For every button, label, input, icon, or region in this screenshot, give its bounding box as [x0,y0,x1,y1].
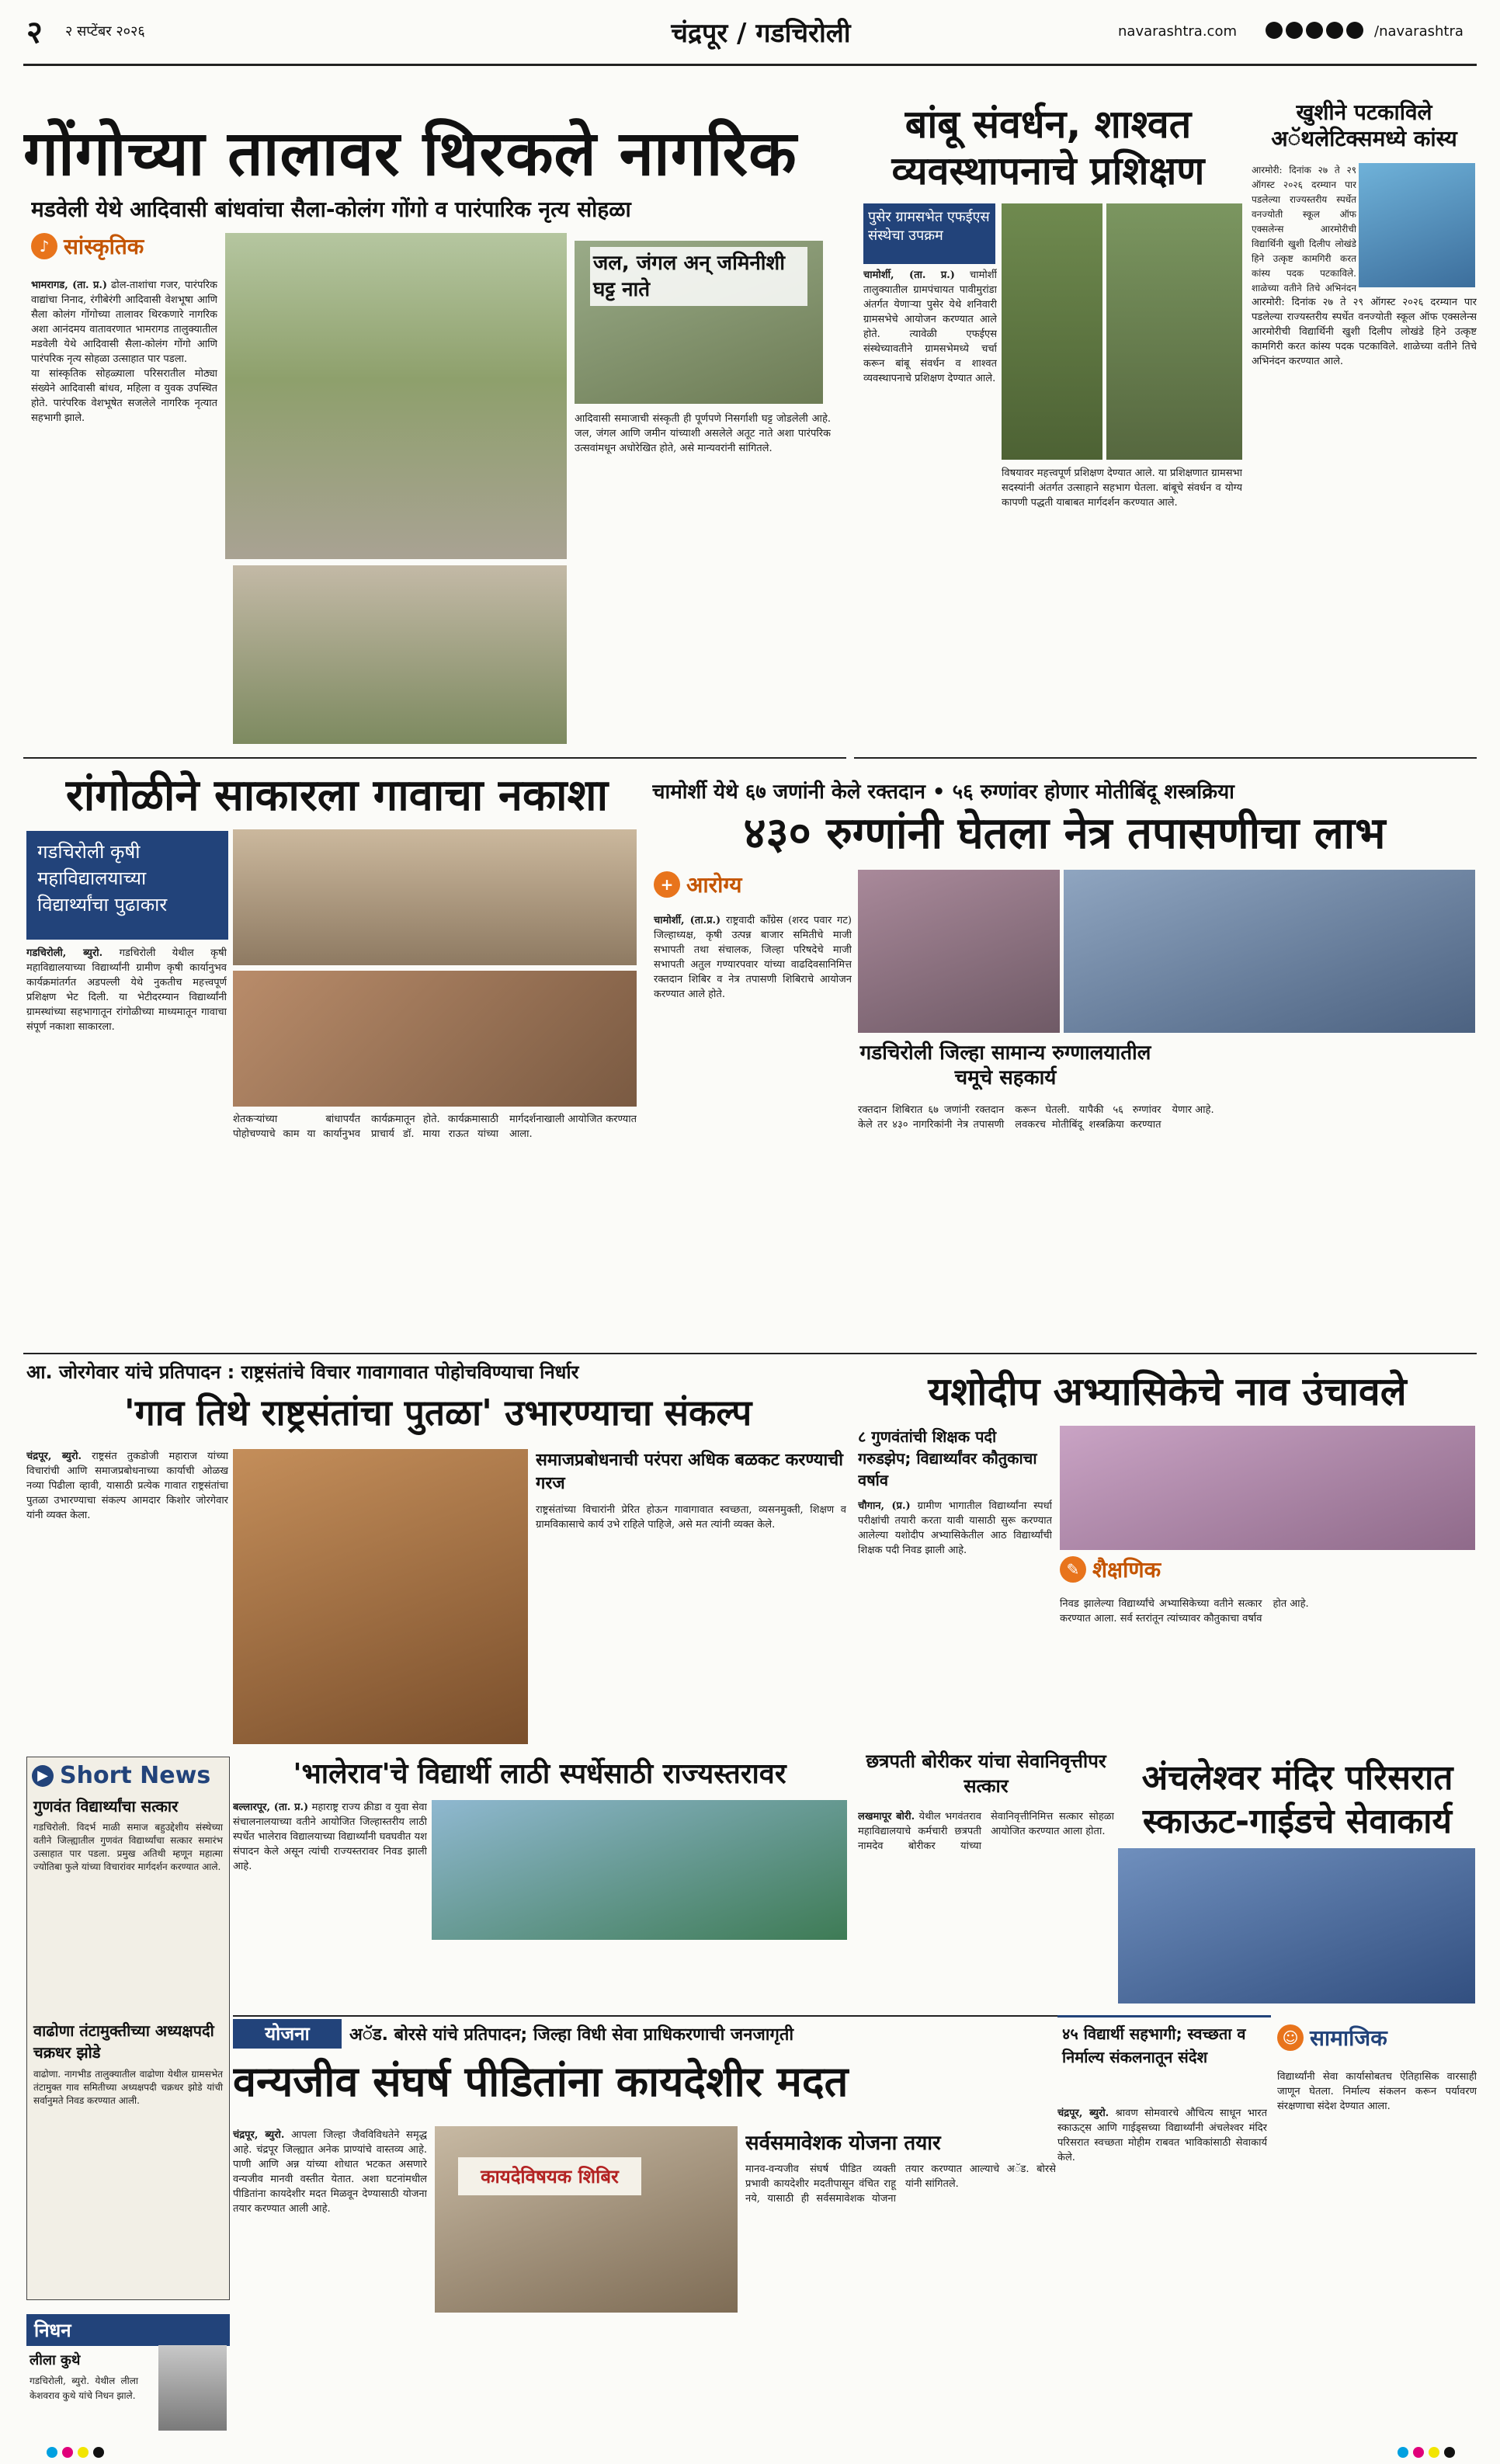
scout-dateline: चंद्रपूर, ब्युरो. [1057,2108,1109,2119]
short-news-item2-title: वाढोणा तंटामुक्तीच्या अध्यक्षपदी चक्रधर झोडे [33,2021,214,2062]
lathi-body-text: महाराष्ट्र राज्य क्रीडा व युवा सेवा संचालनालयाच्या वतीने आयोजित जिल्हास्तरीय लाठी स्पर्धेत भालेराव विद्यालयाच्या विद्यार्थ्यांनी घवघवीत यश संपादन केले असून त्यांची राज्यस्तरावर निवड झाली आहे. [233,1802,427,1872]
athlete-body [1252,163,1356,295]
lead-body2: या सांस्कृतिक सोहळ्याला परिसरातील मोठ्या संख्येने आदिवासी बांधव, महिला व युवक उपस्थित होते. पारंपरिक वेशभूषेत सजलेले नागरिक नृत्यात सहभागी झाले. [31,368,217,424]
eye-dateline: चामोर्शी, (ता.प्र.) [654,915,721,926]
wildlife-banner: कायदेविषयक शिबिर [458,2157,641,2195]
wildlife-photo [435,2126,738,2313]
lead-body-col3 [575,412,831,753]
eye-headline: ४३० रुग्णांनी घेतला नेत्र तपासणीचा लाभ [743,808,1386,859]
eye-body: राष्ट्रवादी काँग्रेस (शरद पवार गट) जिल्हाध्यक्ष, कृषी उत्पन्न बाजार समितीचे माजी सभापती तथा संचालक, जिल्हा परिषदेचे माजी सभापती अतुल गण्यारपवार यांच्या वाढदिवसानिमित्त रक्तदान शिबिर व नेत्र तपासणी शिबिराचे आयोजन करण्यात आले होते. [654,915,852,1000]
culture-icon: ♪ [31,233,57,259]
section-title: चंद्रपूर / गडचिरोली [671,18,851,49]
athlete-photo [1359,163,1475,287]
borikar-body-text: येथील भगवंतराव महाविद्यालयाचे कर्मचारी छत्रपती नामदेव बोरीकर यांच्या सेवानिवृत्तीनिमित्त सत्कार सोहळा आयोजित करण्यात आला होता. [858,1811,1114,1852]
registration-marks-left [47,2446,155,2462]
eye-inset-title: गडचिरोली जिल्हा सामान्य रुग्णालयातील चमूचे सहकार्य [859,1041,1151,1090]
top-right-bottom-rule [854,757,1477,759]
wildlife-dateline: चंद्रपूर, ब्युरो. [233,2129,285,2141]
short-news-item1-body: गडचिरोली. विदर्भ माळी समाज बहुउद्देशीय संस्थेच्या वतीने जिल्ह्यातील गुणवंत विद्यार्थ्यांचा सत्कार समारंभ उत्साहात पार पडला. प्रमुख अतिथी म्हणून महात्मा ज्योतिबा फुले यांच्या विचारांवर मार्गदर्शन करण्यात आले. [33,1822,223,1872]
wildlife-body-col2 [745,2162,1056,2445]
rangoli-body2: शेतकऱ्यांच्या बांधापर्यंत पोहोचण्याचे काम या कार्यानुभव कार्यक्रमातून होते. कार्यक्रमासाठी प्राचार्य डॉ. माया राऊत यांच्या मार्गदर्शनाखाली आयोजित करण्यात आला. [233,1114,637,1140]
yashodip-photo [1060,1426,1475,1550]
eye-body-col2 [858,1103,1475,1336]
statue-strap: आ. जोरगेवार यांचे प्रतिपादन : राष्ट्रसंतांचे विचार गावागावात पोहोचविण्याचा निर्धार [26,1361,579,1383]
lathi-dateline: बल्लारपूर, (ता. प्र.) [233,1802,309,1813]
whatsapp-icon[interactable] [1346,22,1363,39]
athlete-body-cont [1252,295,1477,745]
yashodip-dateline: चौगान, (प्र.) [858,1500,911,1512]
rangoli-photo-map [233,971,637,1107]
obituary-photo [158,2345,227,2431]
scout-body2: विद्यार्थ्यांनी सेवा कार्यासोबतच ऐतिहासिक वारसाही जाणून घेतला. निर्माल्य संकलन करून पर्यावरण संरक्षणाचा संदेश देण्यात आला. [1277,2071,1477,2112]
bamboo-photo-right [1106,203,1242,460]
yashodip-tag-label: शैक्षणिक [1092,1557,1161,1583]
statue-dateline: चंद्रपूर, ब्युरो. [26,1451,82,1462]
site-link[interactable]: navarashtra.com [1118,23,1237,40]
lead-photo-dance [225,233,567,559]
lead-tag-label: सांस्कृतिक [64,234,144,259]
rangoli-body-col1 [26,946,227,1350]
obituary-name: लीला कुथे [30,2352,81,2368]
bamboo-body-col1 [863,268,997,749]
middle-rule-2 [233,2015,1087,2017]
yashodip-body: ग्रामीण भागातील विद्यार्थ्यांना स्पर्धा परीक्षांची तयारी करता यावी यासाठी सुरू करण्यात आलेल्या यशोदीप अभ्यासिकेतील आठ विद्यार्थ्यांची शिक्षक पदी निवड झाली आहे. [858,1500,1052,1556]
page-date: २ सप्टेंबर २०२६ [65,23,145,40]
lead-dateline: भामरागड, (ता. प्र.) [31,280,108,291]
short-news-item2-body: वाढोणा. नागभीड तालुक्यातील वाढोणा येथील ग्रामसभेत तंटामुक्त गाव समितीच्या अध्यक्षपदी चक्रधर झोडे यांची सर्वानुमते निवड करण्यात आली. [33,2069,223,2106]
short-news-box [26,1757,230,2300]
statue-photo [233,1449,528,1744]
borikar-headline: छत्रपती बोरीकर यांचा सेवानिवृत्तीपर सत्कार [866,1750,1106,1797]
masthead-rule [23,64,1477,66]
lead-body-col1 [31,278,217,752]
borikar-body [858,1809,1114,1980]
wildlife-body-col1 [233,2128,427,2446]
bamboo-headline: बांबू संवर्धन, शाश्वत व्यवस्थापनाचे प्रशिक्षण [891,102,1205,193]
statue-body: राष्ट्रसंत तुकडोजी महाराज यांच्या विचारांची आणि समाजप्रबोधनाच्या कार्याची ओळख नव्या पिढीला व्हावी, यासाठी प्रत्येक गावात राष्ट्रसंतांचा पुतळा उभारण्याचा संकल्प आमदार किशोर जोरगेवार यांनी व्यक्त केला. [26,1451,228,1521]
lathi-headline: 'भालेराव'चे विद्यार्थी लाठी स्पर्धेसाठी राज्यस्तरावर [293,1758,786,1790]
eye-photo-right [1064,870,1475,1033]
lead-subhead: मडवेली येथे आदिवासी बांधवांचा सैला-कोलंग गोंगो व पारंपारिक नृत्य सोहळा [31,196,631,222]
rangoli-body: गडचिरोली येथील कृषी महाविद्यालयाच्या विद्यार्थ्यांनी ग्रामीण कृषी कार्यानुभव कार्यक्रमांतर्गत अडपल्ली येथे नुकतीच महत्त्वपूर्ण प्रशिक्षण भेट दिली. या भेटीदरम्यान विद्यार्थ्यांनी ग्रामस्थांच्या सहभागातून रांगोळीच्या माध्यमातून गावाचा संपूर्ण नकाशा साकारला. [26,947,227,1033]
instagram-icon[interactable] [1286,22,1303,39]
statue-body-col2 [536,1503,846,1743]
rangoli-headline: रांगोळीने साकारला गावाचा नकाशा [65,770,609,821]
registration-marks-right [1398,2446,1483,2462]
athlete-headline: खुशीने पटकाविले अॅथलेटिक्समध्ये कांस्य [1271,99,1457,151]
scout-body-col1 [1057,2106,1267,2448]
middle-rule-1 [23,1353,1477,1354]
yashodip-body2: निवड झालेल्या विद्यार्थ्यांचे अभ्यासिकेच्या वतीने सत्कार करण्यात आला. सर्व स्तरांतून त्यांच्यावर कौतुकाचा वर्षाव होत आहे. [1060,1598,1309,1625]
masthead [0,0,1500,64]
statue-body-col1 [26,1449,228,1752]
eye-body-col1 [654,913,852,1340]
eye-photo-left [858,870,1060,1033]
wildlife-body2: मानव-वन्यजीव संघर्ष पीडित व्यक्ती प्रभावी कायदेशीर मदतीपासून वंचित राहू नये, यासाठी ही सर्वसमावेशक योजना तयार करण्यात आल्याचे अॅड. बोरसे यांनी सांगितले. [745,2163,1056,2205]
statue-headline: 'गाव तिथे राष्ट्रसंतांचा पुतळा' उभारण्याचा संकल्प [123,1392,752,1434]
lead-headline: गोंगोच्या तालावर थिरकले नागरिक [23,117,797,189]
obituary-label: निधन [26,2314,230,2346]
health-icon: + [654,871,680,898]
scout-kicker [1057,2015,1271,2101]
rangoli-dateline: गडचिरोली, ब्युरो. [26,947,103,959]
scout-kicker-text: ४५ विद्यार्थी सहभागी; स्वच्छता व निर्माल्य संकलनातून संदेश [1062,2024,1246,2066]
athlete-body-text: आरमोरी: दिनांक २७ ते २९ ऑगस्ट २०२६ दरम्यान पार पडलेल्या राज्यस्तरीय स्पर्धेत वनज्योती स्कूल ऑफ एक्सलेन्स आरमोरीची विद्यार्थिनी खुशी दिलीप लोखंडे हिने उत्कृष्ट कामगिरी करत कांस्य पदक पटकाविले. शाळेच्या वतीने तिचे अभिनंदन [1252,165,1356,294]
obituary-box [26,2314,230,2446]
scout-headline: अंचलेश्वर मंदिर परिसरात स्काऊट-गाईडचे सेवाकार्य [1141,1758,1453,1841]
rangoli-photo-students [233,829,637,965]
social-icons [1266,22,1374,40]
social-icon: ☺ [1277,2024,1304,2051]
youtube-icon[interactable] [1306,22,1323,39]
scout-photo [1118,1848,1475,2004]
wildlife-inset-title: सर्वसमावेशक योजना तयार [745,2132,941,2155]
short-news-label: Short News [60,1762,211,1789]
scout-tag-label: सामाजिक [1310,2025,1387,2051]
rangoli-body-col2 [233,1112,637,1345]
lead-body3: आदिवासी समाजाची संस्कृती ही पूर्णपणे निसर्गाशी घट्ट जोडलेली आहे. जल, जंगल आणि जमीन यांच्याशी असलेले अतूट नाते अशा पारंपरिक उत्सवांमधून अधोरेखित होते, असे मान्यवरांनी सांगितले. [575,413,831,454]
short-news-item1-title: गुणवंत विद्यार्थ्यांचा सत्कार [33,1797,179,1816]
bamboo-body2: विषयावर महत्त्वपूर्ण प्रशिक्षण देण्यात आले. या प्रशिक्षणात ग्रामसभा सदस्यांनी अंतर्गत उत्साहाने सहभाग घेतला. बांबूचे संवर्धन व योग्य कापणी पद्धती याबाबत मार्गदर्शन करण्यात आले. [1002,467,1242,509]
bamboo-body: चामोर्शी तालुक्यातील ग्रामपंचायत पावीमुरांडा अंतर्गत येणाऱ्या पुसेर येथे शनिवारी ग्रामसभेचे आयोजन करण्यात आले होते. त्यावेळी एफईएस संस्थेच्यावतीने ग्रामसभेमध्ये चर्चा करून बांबू संवर्धन व शाश्वत व्यवस्थापनाचे प्रशिक्षण देण्यात आले. [863,269,997,384]
scout-tag [1277,2023,1477,2062]
lead-bottom-rule [23,757,846,759]
eye-strap: चामोर्शी येथे ६७ जणांनी केले रक्तदान • ५६ रुग्णांवर होणार मोतीबिंदू शस्त्रक्रिया [652,780,1234,804]
borikar-dateline: लखमापूर बोरी. [858,1811,915,1823]
yashodip-tag [1060,1555,1246,1593]
bamboo-kicker: पुसेर ग्रामसभेत एफईएस संस्थेचा उपक्रम [863,203,995,264]
wildlife-body: आपला जिल्हा जैवविविधतेने समृद्ध आहे. चंद्रपूर जिल्ह्यात अनेक प्राण्यांचे वास्तव्य आहे. पाणी आणि अन्न यांच्या शोधात भटकत असणारे वन्यजीव मानवी वस्तीत येतात. अशा घटनांमधील पीडितांना कायदेशीर मदत मिळवून देण्यासाठी योजना तयार करण्यात आली आहे. [233,2129,427,2215]
education-icon: ✎ [1060,1556,1086,1583]
rangoli-kicker: गडचिरोली कृषी महाविद्यालयाच्या विद्यार्थ्यांचा पुढाकार [26,831,228,940]
eye-tag [654,870,856,909]
scout-body-col2 [1277,2070,1477,2446]
athlete-body-text-2: आरमोरी: दिनांक २७ ते २९ ऑगस्ट २०२६ दरम्यान पार पडलेल्या राज्यस्तरीय स्पर्धेत वनज्योती स्कूल ऑफ एक्सलेन्स आरमोरीची विद्यार्थिनी खुशी दिलीप लोखंडे हिने उत्कृष्ट कामगिरी करत कांस्य पदक पटकाविले. शाळेच्या वतीने तिचे अभिनंदन करण्यात आले. [1252,297,1477,367]
eye-tag-label: आरोग्य [686,872,742,898]
social-handle: /navarashtra [1374,23,1464,40]
scout-body: श्रावण सोमवारचे औचित्य साधून भारत स्काऊट्स आणि गाईड्सच्या विद्यार्थ्यांनी अंचलेश्वर मंदिर परिसरात स्वच्छता मोहीम राबवत भाविकांसाठी सेवाकार्य केले. [1057,2108,1267,2163]
bamboo-body-col2 [1002,466,1242,749]
lead-inset-title: जल, जंगल अन् जमिनीशी घट्ट नाते [590,247,807,306]
yashodip-headline: यशोदीप अभ्यासिकेचे नाव उंचावले [928,1369,1407,1414]
bamboo-photo-left [1002,203,1102,460]
wildlife-strap-label: योजना [233,2019,342,2049]
eye-body2: रक्तदान शिबिरात ६७ जणांनी रक्तदान केले तर ४३० नागरिकांनी नेत्र तपासणी करून घेतली. यापैकी ५६ रुग्णांवर लवकरच मोतीबिंदू शस्त्रक्रिया करण्यात येणार आहे. [858,1104,1214,1131]
lead-tag [31,231,217,278]
short-news-icon: ▶ [32,1765,54,1787]
lathi-photo [432,1800,847,1940]
page-number: २ [26,15,43,50]
bamboo-dateline: चामोर्शी, (ता. प्र.) [863,269,955,281]
obituary-body: गडचिरोली, ब्युरो. येथील लीला केशवराव कुथे यांचे निधन झाले. [30,2375,138,2401]
yashodip-kicker: ८ गुणवंतांची शिक्षक पदी गरुडझेप; विद्यार्थ्यांवर कौतुकाचा वर्षाव [858,1427,1037,1489]
lead-body: ढोल-ताशांचा गजर, पारंपरिक वाद्यांचा निनाद, रंगीबेरंगी आदिवासी वेशभूषा आणि सैला कोलंग गोंगोच्या तालावर थिरकणारे नागरिक अशा आनंदमय वातावरणात भामरागड तालुक्यातील मडवेली येथे आदिवासी सैला-कोलंग गोंगो आणि पारंपरिक नृत्य सोहळा उत्साहात पार पडला. [31,280,217,365]
x-icon[interactable] [1326,22,1343,39]
lathi-body [233,1800,427,2010]
statue-body2: राष्ट्रसंतांच्या विचारांनी प्रेरित होऊन गावागावात स्वच्छता, व्यसनमुक्ती, शिक्षण व ग्रामविकासाचे कार्य उभे राहिले पाहिजे, असे मत त्यांनी व्यक्त केले. [536,1504,846,1531]
facebook-icon[interactable] [1266,22,1283,39]
lead-photo-bottom [233,565,567,744]
statue-inset-title: समाजप्रबोधनाची परंपरा अधिक बळकट करण्याची गरज [536,1451,843,1493]
wildlife-headline: वन्यजीव संघर्ष पीडितांना कायदेशीर मदत [233,2057,849,2106]
wildlife-strap: अॅड. बोरसे यांचे प्रतिपादन; जिल्हा विधी सेवा प्राधिकरणाची जनजागृती [349,2025,794,2045]
